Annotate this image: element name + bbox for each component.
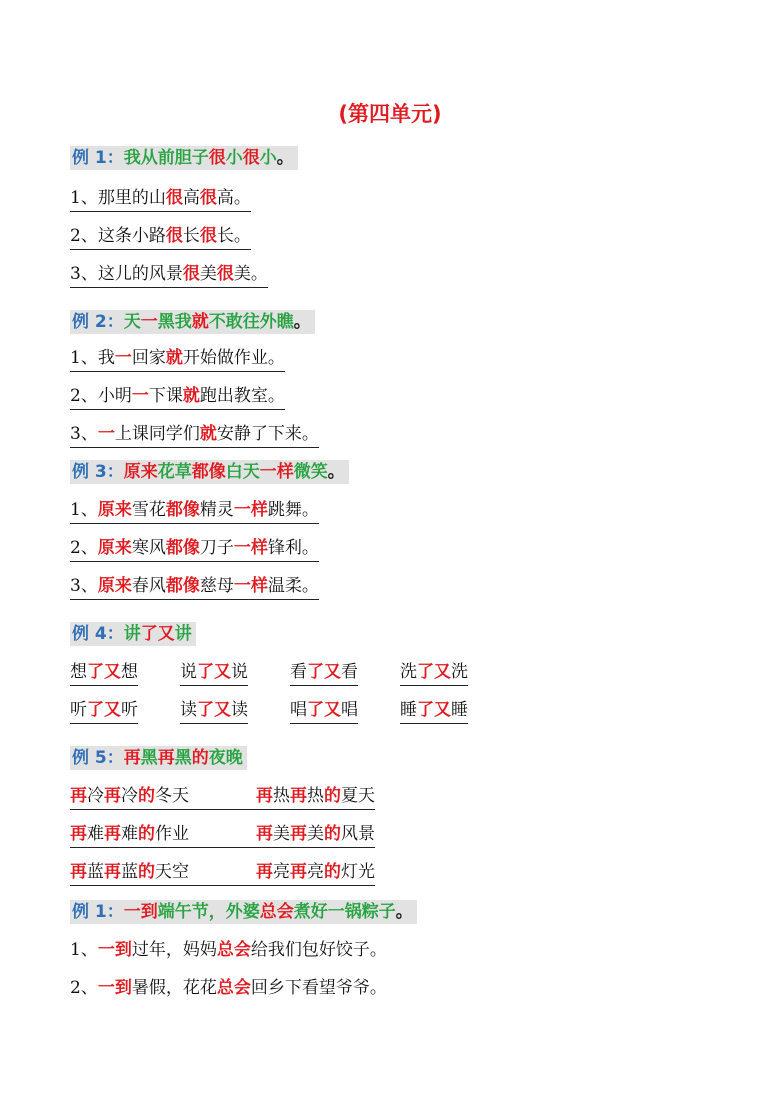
highlighted-word: 总会 bbox=[216, 940, 251, 960]
phrase-row bbox=[70, 698, 490, 726]
example-3-heading bbox=[70, 460, 349, 484]
example-label: 例 1： bbox=[72, 902, 124, 922]
phrase-item bbox=[256, 822, 375, 848]
text-segment: 黑 bbox=[140, 748, 158, 768]
text-segment: 跳舞。 bbox=[267, 500, 319, 520]
text-segment: 听 bbox=[70, 700, 87, 720]
text-segment: 蓝 bbox=[87, 862, 104, 882]
text-segment: 读 bbox=[180, 700, 197, 720]
phrase-item bbox=[70, 660, 138, 686]
text-segment: 看 bbox=[290, 662, 307, 682]
highlighted-word: 再 bbox=[123, 748, 141, 768]
text-segment: 美 bbox=[273, 824, 290, 844]
text-segment: 讲 bbox=[123, 624, 141, 644]
highlighted-word: 都像 bbox=[165, 500, 200, 520]
text-segment: 看 bbox=[341, 662, 358, 682]
highlighted-word: 很 bbox=[242, 148, 260, 168]
text-segment: 2、 bbox=[70, 978, 98, 998]
text-segment: 跑出教室。 bbox=[199, 386, 285, 406]
highlighted-word: 一到 bbox=[97, 978, 132, 998]
text-segment: 上课同学们 bbox=[114, 424, 200, 444]
highlighted-word: 再 bbox=[256, 862, 273, 882]
highlighted-word: 了又 bbox=[417, 662, 451, 682]
highlighted-word: 再 bbox=[70, 862, 87, 882]
text-segment: 说 bbox=[180, 662, 197, 682]
text-segment: 蓝 bbox=[121, 862, 138, 882]
highlighted-word: 都像 bbox=[165, 538, 200, 558]
phrase-item bbox=[70, 784, 256, 810]
text-segment: 听 bbox=[121, 700, 138, 720]
phrase-item bbox=[180, 660, 248, 686]
highlighted-word: 一到 bbox=[123, 902, 158, 922]
highlighted-word: 再 bbox=[157, 748, 175, 768]
text-segment: 1、那里的山 bbox=[70, 188, 166, 208]
exercise-line bbox=[70, 498, 319, 524]
highlighted-word: 一 bbox=[114, 348, 132, 368]
text-segment: 小 bbox=[259, 148, 277, 168]
exercise-line bbox=[70, 574, 319, 600]
text-segment: 难 bbox=[87, 824, 104, 844]
text-segment: 1、 bbox=[70, 940, 98, 960]
page-title: (第四单元) bbox=[338, 102, 442, 126]
example-5-heading bbox=[70, 746, 247, 770]
text-segment: 黑我 bbox=[157, 312, 192, 332]
highlighted-word: 就 bbox=[191, 312, 209, 332]
text-segment: 高。 bbox=[216, 188, 251, 208]
text-segment: 唱 bbox=[290, 700, 307, 720]
highlighted-word: 原来 bbox=[123, 462, 158, 482]
highlighted-word: 再 bbox=[290, 786, 307, 806]
text-segment: 暑假，花花 bbox=[131, 978, 217, 998]
exercise-line bbox=[70, 262, 268, 288]
text-segment: 。 bbox=[327, 462, 345, 482]
example-label: 例 5： bbox=[72, 748, 124, 768]
highlighted-word: 的 bbox=[138, 786, 155, 806]
text-segment: 亮 bbox=[307, 862, 324, 882]
text-segment: 给我们包好饺子。 bbox=[250, 940, 387, 960]
phrase-item bbox=[70, 698, 138, 724]
text-segment: 高 bbox=[182, 188, 200, 208]
highlighted-word: 了又 bbox=[87, 662, 121, 682]
example-sentence bbox=[124, 148, 294, 168]
text-segment: 睡 bbox=[451, 700, 468, 720]
example-label: 例 3： bbox=[72, 462, 124, 482]
highlighted-word: 一 bbox=[131, 386, 149, 406]
example-label: 例 1： bbox=[72, 148, 124, 168]
text-segment: 1、 bbox=[70, 500, 98, 520]
highlighted-word: 一 bbox=[140, 312, 158, 332]
text-segment: 天 bbox=[123, 312, 141, 332]
highlighted-word: 就 bbox=[182, 386, 200, 406]
phrase-item bbox=[180, 698, 248, 724]
example-label: 例 4： bbox=[72, 624, 124, 644]
highlighted-word: 的 bbox=[324, 862, 341, 882]
highlighted-word: 了又 bbox=[87, 700, 121, 720]
highlighted-word: 再 bbox=[104, 862, 121, 882]
text-segment: 慈母 bbox=[199, 576, 234, 596]
text-segment: 下课 bbox=[148, 386, 183, 406]
text-segment: 亮 bbox=[273, 862, 290, 882]
text-segment: 想 bbox=[70, 662, 87, 682]
text-segment: 美 bbox=[199, 264, 217, 284]
text-segment: 天空 bbox=[155, 862, 189, 882]
highlighted-word: 了又 bbox=[197, 700, 231, 720]
text-segment: 微笑 bbox=[293, 462, 328, 482]
text-segment: 读 bbox=[231, 700, 248, 720]
highlighted-word: 一到 bbox=[97, 940, 132, 960]
highlighted-word: 总会 bbox=[259, 902, 294, 922]
phrase-item bbox=[70, 822, 256, 848]
phrase-item bbox=[290, 698, 358, 724]
highlighted-word: 都像 bbox=[191, 462, 226, 482]
highlighted-word: 一样 bbox=[233, 500, 268, 520]
phrase-row bbox=[70, 660, 490, 688]
text-segment: 花草 bbox=[157, 462, 192, 482]
highlighted-word: 的 bbox=[138, 824, 155, 844]
text-segment: 冷 bbox=[121, 786, 138, 806]
phrase-row bbox=[70, 822, 390, 850]
highlighted-word: 再 bbox=[104, 824, 121, 844]
highlighted-word: 就 bbox=[199, 424, 217, 444]
phrase-item bbox=[256, 860, 375, 886]
text-segment: 回家 bbox=[131, 348, 166, 368]
text-segment: 冷 bbox=[87, 786, 104, 806]
example-phrase bbox=[124, 748, 243, 768]
highlighted-word: 了又 bbox=[197, 662, 231, 682]
highlighted-word: 很 bbox=[216, 264, 234, 284]
highlighted-word: 原来 bbox=[97, 500, 132, 520]
text-segment: 寒风 bbox=[131, 538, 166, 558]
text-segment: 美 bbox=[307, 824, 324, 844]
text-segment: 长。 bbox=[216, 226, 251, 246]
highlighted-word: 再 bbox=[290, 862, 307, 882]
text-segment: 温柔。 bbox=[267, 576, 319, 596]
text-segment: 3、这儿的风景 bbox=[70, 264, 183, 284]
phrase-item bbox=[256, 784, 375, 810]
text-segment: 1、我 bbox=[70, 348, 115, 368]
exercise-line bbox=[70, 346, 285, 372]
text-segment: 2、这条小路 bbox=[70, 226, 166, 246]
exercise-line bbox=[70, 536, 319, 562]
example-sentence bbox=[124, 462, 345, 482]
text-segment: 作业 bbox=[155, 824, 189, 844]
text-segment: 。 bbox=[395, 902, 413, 922]
highlighted-word: 很 bbox=[199, 226, 217, 246]
example-sentence bbox=[124, 902, 413, 922]
text-segment: 美。 bbox=[233, 264, 268, 284]
text-segment: 。 bbox=[276, 148, 294, 168]
text-segment: 煮好一锅粽子 bbox=[293, 902, 396, 922]
phrase-row bbox=[70, 784, 390, 812]
phrase-row bbox=[70, 860, 390, 888]
text-segment: 难 bbox=[121, 824, 138, 844]
text-segment: 灯光 bbox=[341, 862, 375, 882]
exercise-line bbox=[70, 384, 285, 410]
text-segment: 雪花 bbox=[131, 500, 166, 520]
text-segment: 端午节，外婆 bbox=[157, 902, 260, 922]
highlighted-word: 再 bbox=[104, 786, 121, 806]
text-segment: 夏天 bbox=[341, 786, 375, 806]
text-segment: 洗 bbox=[451, 662, 468, 682]
exercise-line bbox=[70, 186, 251, 212]
highlighted-word: 再 bbox=[70, 824, 87, 844]
highlighted-word: 的 bbox=[191, 748, 209, 768]
highlighted-word: 原来 bbox=[97, 576, 132, 596]
text-segment: 3、 bbox=[70, 424, 98, 444]
highlighted-word: 一 bbox=[97, 424, 115, 444]
text-segment: 开始做作业。 bbox=[182, 348, 285, 368]
highlighted-word: 再 bbox=[290, 824, 307, 844]
text-segment: 热 bbox=[273, 786, 290, 806]
phrase-item bbox=[290, 660, 358, 686]
exercise-line bbox=[70, 422, 319, 448]
text-segment: 风景 bbox=[341, 824, 375, 844]
phrase-item bbox=[70, 860, 256, 886]
example-sentence bbox=[124, 312, 311, 332]
text-segment: 想 bbox=[121, 662, 138, 682]
highlighted-word: 一样 bbox=[259, 462, 294, 482]
highlighted-word: 一样 bbox=[233, 538, 268, 558]
highlighted-word: 再 bbox=[256, 786, 273, 806]
text-segment: 。 bbox=[293, 312, 311, 332]
example-label: 例 2： bbox=[72, 312, 124, 332]
highlighted-word: 很 bbox=[165, 226, 183, 246]
highlighted-word: 再 bbox=[256, 824, 273, 844]
example-1-heading bbox=[70, 146, 298, 170]
highlighted-word: 总会 bbox=[216, 978, 251, 998]
text-segment: 睡 bbox=[400, 700, 417, 720]
highlighted-word: 很 bbox=[208, 148, 226, 168]
highlighted-word: 再 bbox=[70, 786, 87, 806]
highlighted-word: 很 bbox=[199, 188, 217, 208]
highlighted-word: 很 bbox=[165, 188, 183, 208]
highlighted-word: 的 bbox=[138, 862, 155, 882]
text-segment: 精灵 bbox=[199, 500, 234, 520]
highlighted-word: 了又 bbox=[140, 624, 175, 644]
text-segment: 锋利。 bbox=[267, 538, 319, 558]
text-segment: 回乡下看望爷爷。 bbox=[250, 978, 387, 998]
text-segment: 2、 bbox=[70, 538, 98, 558]
text-segment: 小 bbox=[225, 148, 243, 168]
text-segment: 白天 bbox=[225, 462, 260, 482]
highlighted-word: 原来 bbox=[97, 538, 132, 558]
text-segment: 长 bbox=[182, 226, 200, 246]
highlighted-word: 一样 bbox=[233, 576, 268, 596]
exercise-line bbox=[70, 224, 251, 250]
example-2-heading bbox=[70, 310, 315, 334]
highlighted-word: 的 bbox=[324, 824, 341, 844]
text-segment: 过年，妈妈 bbox=[131, 940, 217, 960]
text-segment: 热 bbox=[307, 786, 324, 806]
highlighted-word: 很 bbox=[182, 264, 200, 284]
text-segment: 安静了下来。 bbox=[216, 424, 319, 444]
text-segment: 冬天 bbox=[155, 786, 189, 806]
highlighted-word: 就 bbox=[165, 348, 183, 368]
exercise-line bbox=[70, 976, 387, 1000]
phrase-item bbox=[400, 660, 468, 686]
example-phrase bbox=[124, 624, 192, 644]
example-4-heading bbox=[70, 622, 196, 646]
text-segment: 春风 bbox=[131, 576, 166, 596]
text-segment: 我从前胆子 bbox=[123, 148, 209, 168]
exercise-line bbox=[70, 938, 387, 962]
text-segment: 3、 bbox=[70, 576, 98, 596]
example-6-heading bbox=[70, 900, 417, 924]
text-segment: 不敢往外瞧 bbox=[208, 312, 294, 332]
text-segment: 讲 bbox=[174, 624, 192, 644]
text-segment: 夜晚 bbox=[208, 748, 243, 768]
highlighted-word: 了又 bbox=[417, 700, 451, 720]
text-segment: 黑 bbox=[174, 748, 192, 768]
highlighted-word: 的 bbox=[324, 786, 341, 806]
text-segment: 唱 bbox=[341, 700, 358, 720]
highlighted-word: 了又 bbox=[307, 662, 341, 682]
text-segment: 说 bbox=[231, 662, 248, 682]
text-segment: 刀子 bbox=[199, 538, 234, 558]
phrase-item bbox=[400, 698, 468, 724]
text-segment: 2、小明 bbox=[70, 386, 132, 406]
highlighted-word: 了又 bbox=[307, 700, 341, 720]
highlighted-word: 都像 bbox=[165, 576, 200, 596]
text-segment: 洗 bbox=[400, 662, 417, 682]
